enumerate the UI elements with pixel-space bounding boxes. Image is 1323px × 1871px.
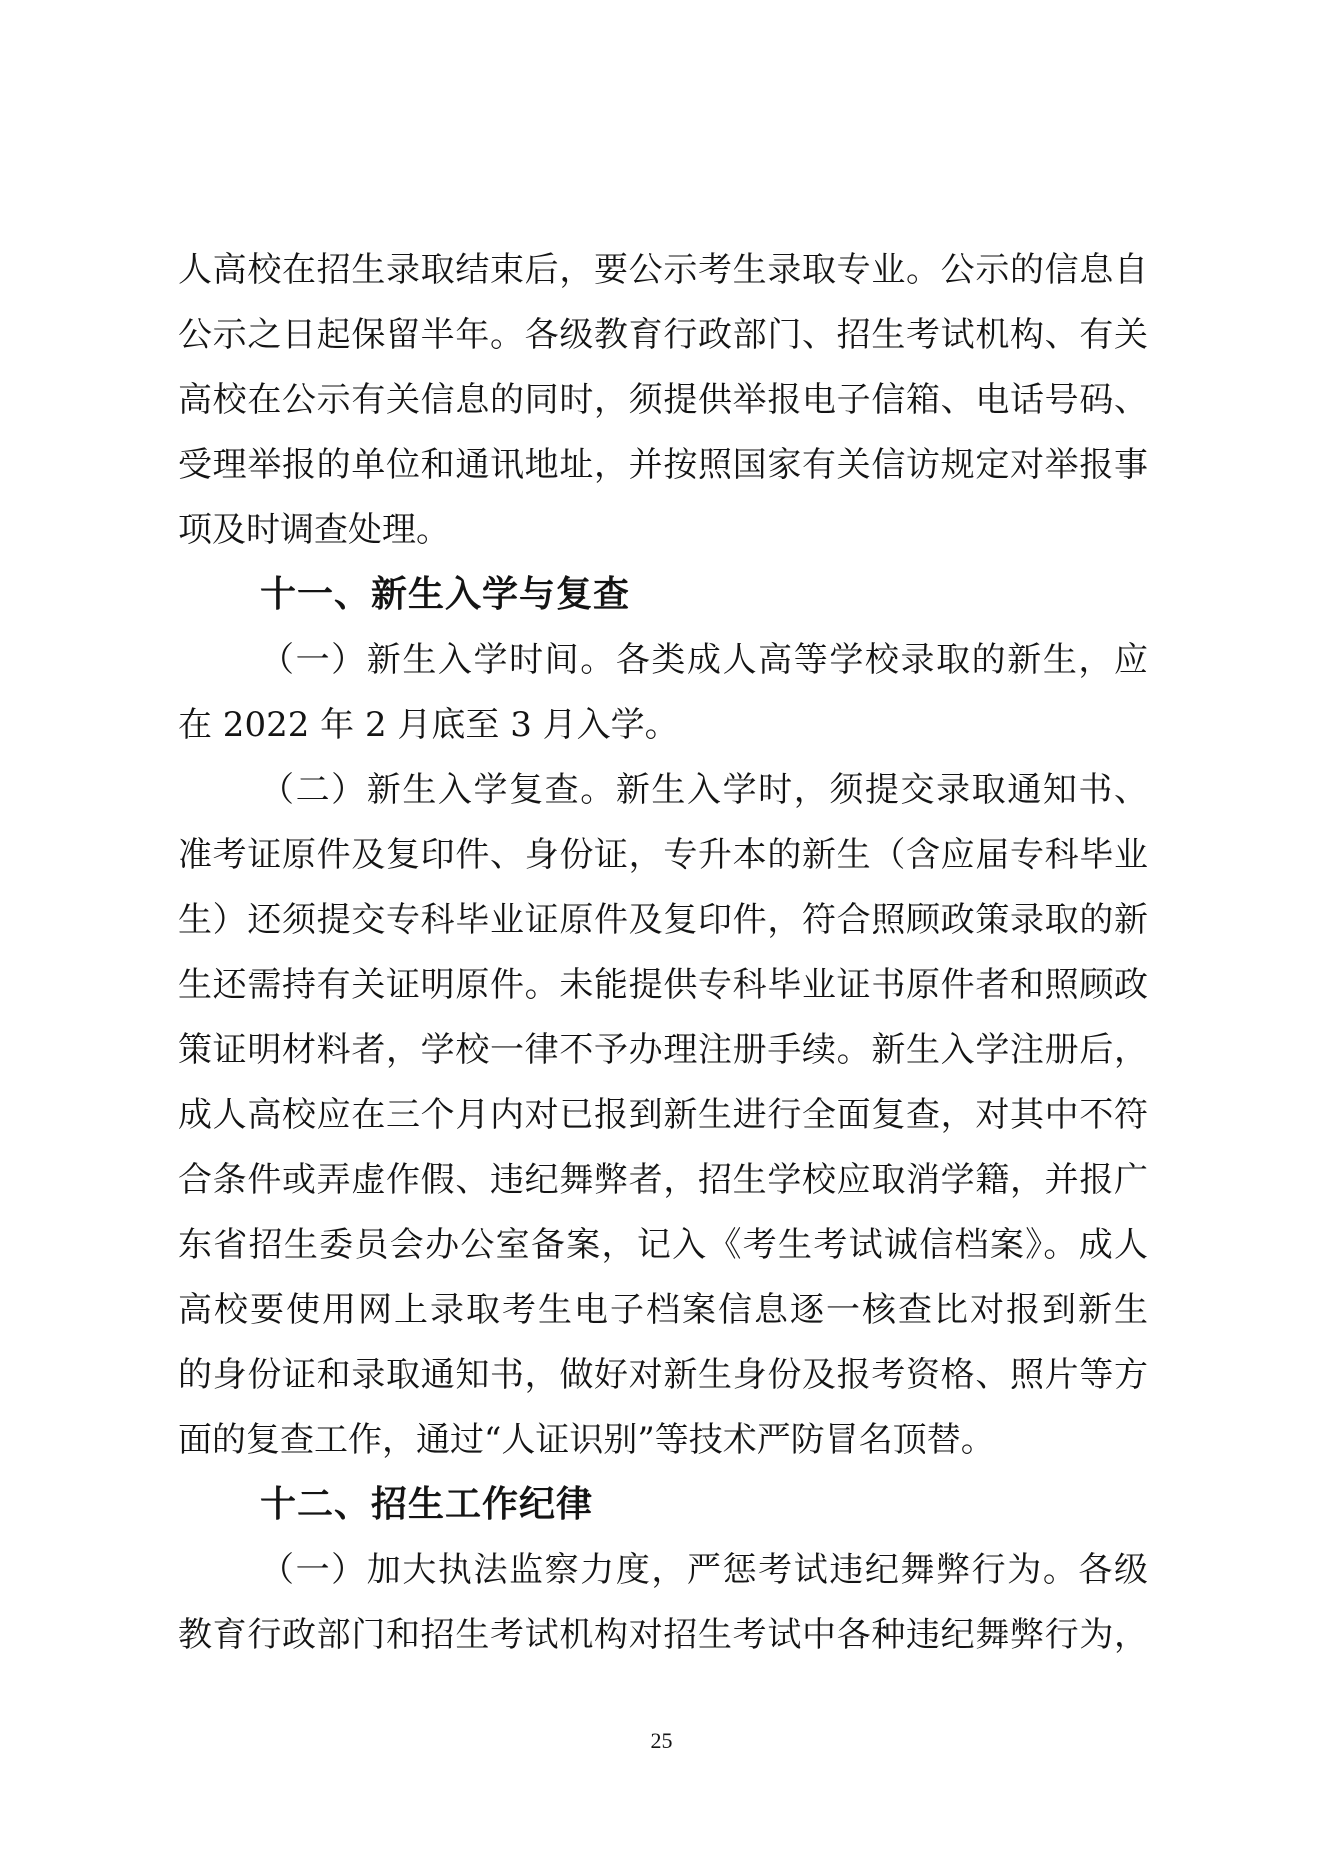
paragraph-line: 高校要使用网上录取考生电子档案信息逐一核查比对报到新生 [178,1290,1148,1330]
paragraph-line: 项及时调查处理。 [178,510,450,550]
paragraph-line: 策证明材料者，学校一律不予办理注册手续。新生入学注册后， [178,1030,1148,1070]
paragraph-line: 在 2022 年 2 月底至 3 月入学。 [178,705,679,745]
paragraph-line: 成人高校应在三个月内对已报到新生进行全面复查，对其中不符 [178,1095,1148,1135]
paragraph-line: 公示之日起保留半年。各级教育行政部门、招生考试机构、有关 [178,315,1148,355]
paragraph-line: 面的复查工作，通过“人证识别”等技术严防冒名顶替。 [178,1420,995,1460]
paragraph-line: 东省招生委员会办公室备案，记入《考生考试诚信档案》。成人 [178,1225,1148,1265]
section-heading-11: 十一、新生入学与复查 [260,574,631,615]
paragraph-line: 受理举报的单位和通讯地址，并按照国家有关信访规定对举报事 [178,445,1148,485]
paragraph-line: （一）新生入学时间。各类成人高等学校录取的新生，应 [260,640,1148,680]
paragraph-line: （二）新生入学复查。新生入学时，须提交录取通知书、 [260,770,1148,810]
paragraph-line: 生还需持有关证明原件。未能提供专科毕业证书原件者和照顾政 [178,965,1148,1005]
section-heading-12: 十二、招生工作纪律 [260,1484,594,1525]
paragraph-line: 高校在公示有关信息的同时，须提供举报电子信箱、电话号码、 [178,380,1148,420]
paragraph-line: 教育行政部门和招生考试机构对招生考试中各种违纪舞弊行为， [178,1615,1148,1655]
page-number: 25 [650,1728,673,1753]
paragraph-line: 人高校在招生录取结束后，要公示考生录取专业。公示的信息自 [178,250,1148,290]
paragraph-line: （一）加大执法监察力度，严惩考试违纪舞弊行为。各级 [260,1550,1148,1590]
paragraph-line: 合条件或弄虚作假、违纪舞弊者，招生学校应取消学籍，并报广 [178,1160,1148,1200]
paragraph-line: 准考证原件及复印件、身份证，专升本的新生（含应届专科毕业 [178,835,1148,875]
paragraph-line: 生）还须提交专科毕业证原件及复印件，符合照顾政策录取的新 [178,900,1148,940]
paragraph-line: 的身份证和录取通知书，做好对新生身份及报考资格、照片等方 [178,1355,1148,1395]
